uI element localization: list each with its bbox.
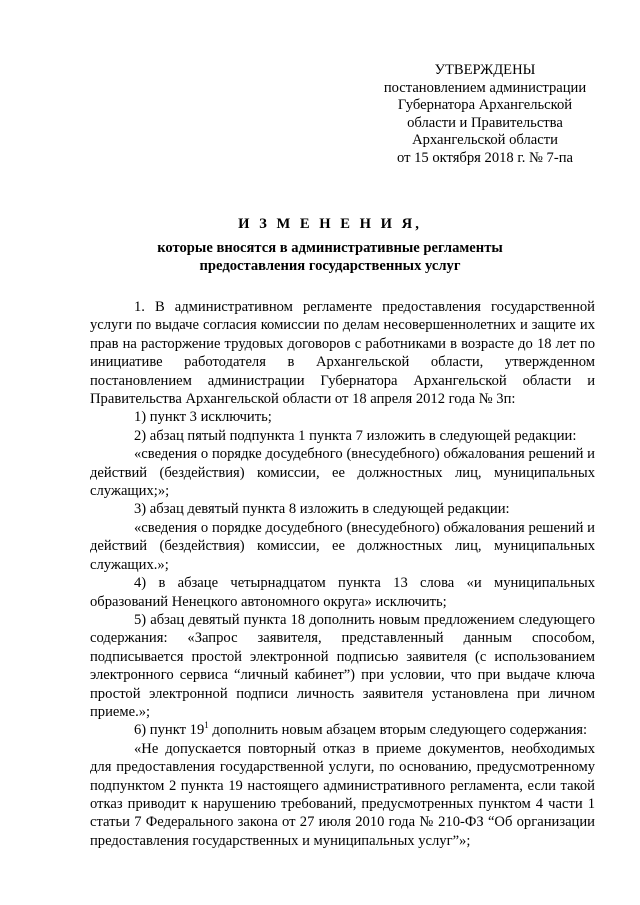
paragraph-item-5: 5) абзац девятый пункта 18 дополнить новым предложением следующего содержания: «Запрос заявителя, представленный данным способом, подписывается простой электронной подписью заявителя (с использованием электронного сервиса “личный кабинет”) при условии, что при выдаче ключа простой электронной подписи личность заявителя установлена при личном приеме.»; [90, 611, 595, 720]
document-title: И З М Е Н Е Н И Я, [238, 216, 422, 232]
approval-block [370, 62, 600, 168]
paragraph-item-1: 1) пункт 3 исключить; [134, 409, 272, 426]
paragraph-item-3: 3) абзац девятый пункта 8 изложить в следующей редакции: [134, 501, 510, 518]
paragraph-item-6 [90, 721, 595, 739]
item-6-superscript: 1 [204, 720, 209, 731]
approval-line: области и Правительства [407, 114, 563, 131]
approval-line: постановлением администрации [383, 79, 587, 96]
paragraph-item-2: 2) абзац пятый подпункта 1 пункта 7 изложить в следующей редакции: [134, 427, 577, 444]
document-body [90, 298, 595, 850]
document-subtitle-line-1: которые вносятся в административные регламенты [157, 240, 503, 256]
paragraph-item-4: 4) в абзаце четырнадцатом пункта 13 слова «и муниципальных образований Ненецкого автономного округа» исключить; [90, 575, 595, 610]
approval-line: УТВЕРЖДЕНЫ [434, 62, 536, 78]
item-6-after: дополнить новым абзацем вторым следующего содержания: [208, 722, 588, 739]
paragraph-quote-3: «Не допускается повторный отказ в приеме документов, необходимых для предоставления государственной услуги, по основанию, предусмотренному подпунктом 2 пункта 19 настоящего административного регламента, если такой отказ приводит к нарушению требований, предусмотренных пунктом 4 части 1 статьи 7 Федерального закона от 27 июля 2010 года № 210-ФЗ “Об организации предоставления государственных и муниципальных услуг”»; [90, 740, 595, 849]
approval-line: Архангельской области [412, 132, 558, 149]
approval-line: Губернатора Архангельской [397, 97, 573, 114]
document-subtitle-line-2: предоставления государственных услуг [199, 258, 461, 274]
paragraph-quote-1: «сведения о порядке досудебного (внесудебного) обжалования решений и действий (бездействия) комиссии, ее должностных лиц, муниципальных служащих;»; [90, 446, 595, 500]
item-6-before: 6) пункт 19 [134, 722, 205, 739]
paragraph-quote-2: «сведения о порядке досудебного (внесудебного) обжалования решений и действий (бездействия) комиссии, ее должностных лиц, муниципальных служащих.»; [90, 519, 595, 573]
approval-line: от 15 октября 2018 г. № 7-па [396, 149, 574, 166]
paragraph-1: 1. В административном регламенте предоставления государственной услуги по выдаче согласия комиссии по делам несовершеннолетних и защите их прав на расторжение трудовых договоров с работниками в возрасте до 18 лет по инициативе работодателя в Архангельской области, утвержденном постановлением администрации Губернатора Архангельской области и Правительства Архангельской области от 18 апреля 2012 года № 3п: [90, 299, 595, 408]
